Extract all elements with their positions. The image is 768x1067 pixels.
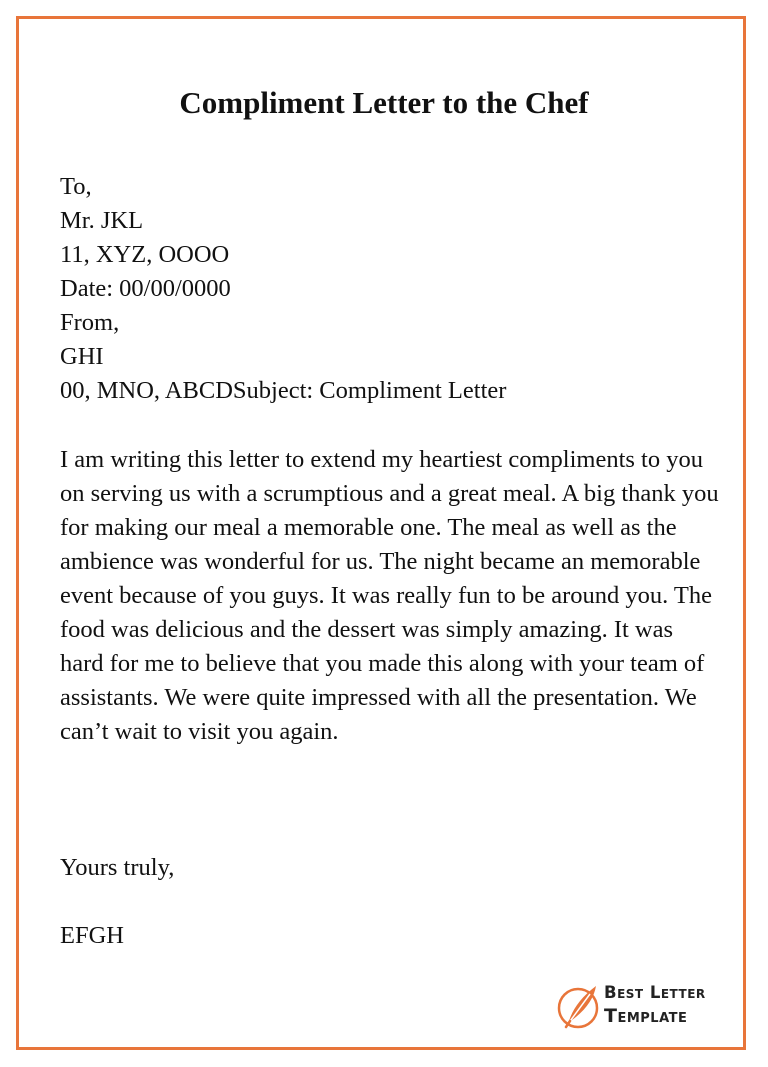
- address-line-from: From,: [60, 309, 120, 336]
- address-line-date: Date: 00/00/0000: [60, 275, 231, 302]
- address-block: [60, 170, 720, 408]
- letter-title: Compliment Letter to the Chef: [179, 85, 589, 120]
- brand-name-line2: Template: [604, 1005, 688, 1027]
- address-line-to: To,: [60, 173, 92, 200]
- brand-name-line1: Best Letter: [604, 983, 706, 1002]
- feather-quill-icon: [556, 980, 602, 1032]
- brand-logo: [556, 980, 726, 1032]
- brand-name: [604, 982, 706, 1028]
- address-line-recipient: Mr. JKL: [60, 207, 144, 234]
- letter-signature: EFGH: [60, 922, 124, 949]
- letter-closing: Yours truly,: [60, 854, 175, 881]
- address-line-sender-address-subject: 00, MNO, ABCDSubject: Compliment Letter: [60, 377, 507, 404]
- address-line-recipient-address: 11, XYZ, OOOO: [60, 241, 230, 268]
- letter-body: I am writing this letter to extend my heartiest compliments to you on serving us with a scrumptious and a great meal. A big thank you for making our meal a memorable one. The meal as well as the ambience was wonderful for us. The night became an memorable event because of you guys. It was really fun to be around you. The food was delicious and the dessert was simply amazing. It was hard for me to believe that you made this along with your team of assistants. We were quite impressed with all the presentation. We can’t wait to visit you again.: [60, 446, 719, 745]
- address-line-sender: GHI: [60, 343, 104, 370]
